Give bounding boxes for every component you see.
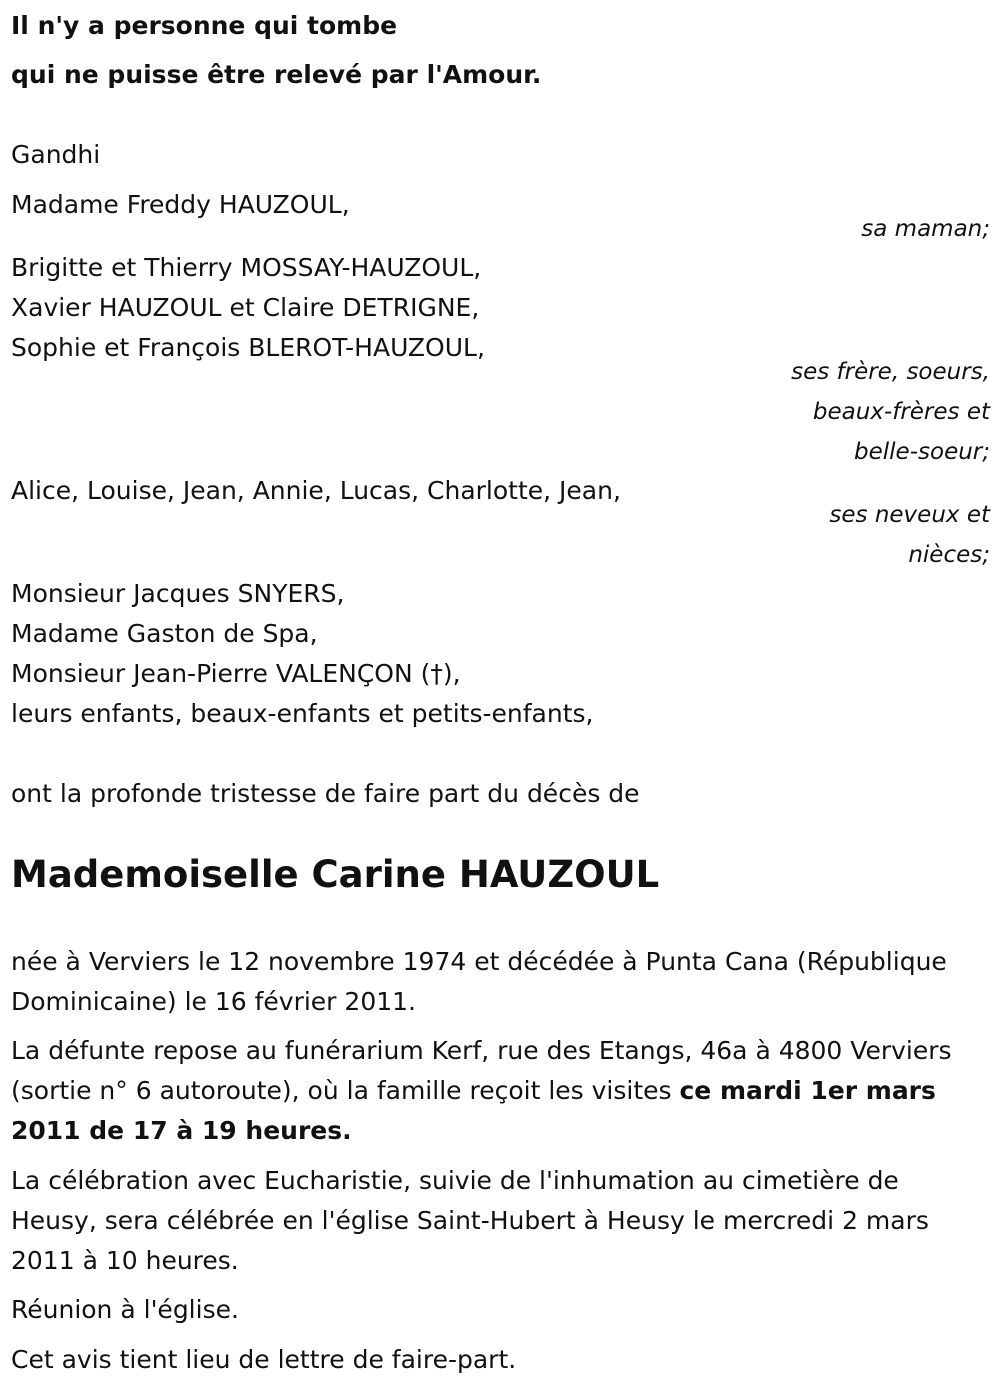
sibling-line: Brigitte et Thierry MOSSAY-HAUZOUL,	[11, 253, 482, 282]
meeting-text: Réunion à l'église.	[11, 1295, 239, 1324]
sibling-line: Sophie et François BLEROT-HAUZOUL,	[11, 333, 485, 362]
quote-line-1: Il n'y a personne qui tombe	[11, 11, 398, 40]
nephews-relation-line: nièces;	[908, 542, 990, 568]
birth-death-paragraph: née à Verviers le 12 novembre 1974 et décédée à Punta Cana (République Dominicaine) le 16 février 2011.	[11, 947, 947, 1016]
quote-line-2: qui ne puisse être relevé par l'Amour.	[11, 60, 542, 89]
sibling-line: Xavier HAUZOUL et Claire DETRIGNE,	[11, 293, 480, 322]
other-family-line: leurs enfants, beaux-enfants et petits-enfants,	[11, 699, 594, 728]
mother-name: Madame Freddy HAUZOUL,	[11, 190, 350, 219]
other-family-line: Monsieur Jean-Pierre VALENÇON (†),	[11, 659, 461, 688]
mother-relation: sa maman;	[861, 216, 990, 242]
other-family-line: Madame Gaston de Spa,	[11, 619, 318, 648]
funerarium-text: La défunte repose au funérarium Kerf, rue des Etangs, 46a à 4800 Verviers (sortie n° 6 autoroute), où la famille reçoit les visites	[11, 1036, 952, 1105]
quote-author: Gandhi	[11, 140, 101, 169]
other-family-line: Monsieur Jacques SNYERS,	[11, 579, 345, 608]
announcement-text: ont la profonde tristesse de faire part du décès de	[11, 779, 640, 808]
nephews-names: Alice, Louise, Jean, Annie, Lucas, Charlotte, Jean,	[11, 476, 621, 505]
notice-text: Cet avis tient lieu de lettre de faire-part.	[11, 1345, 517, 1374]
siblings-relation-line: ses frère, soeurs,	[791, 359, 990, 385]
nephews-relation-line: ses neveux et	[829, 502, 990, 528]
funerarium-paragraph	[11, 1031, 991, 1151]
deceased-name: Mademoiselle Carine HAUZOUL	[11, 853, 660, 896]
visit-time: ce mardi 1er mars 2011 de 17 à 19 heures.	[11, 1076, 936, 1145]
siblings-relation-line: belle-soeur;	[854, 439, 990, 465]
celebration-paragraph: La célébration avec Eucharistie, suivie de l'inhumation au cimetière de Heusy, sera célébrée en l'église Saint-Hubert à Heusy le mercredi 2 mars 2011 à 10 heures.	[11, 1166, 929, 1275]
siblings-relation-line: beaux-frères et	[812, 399, 990, 425]
